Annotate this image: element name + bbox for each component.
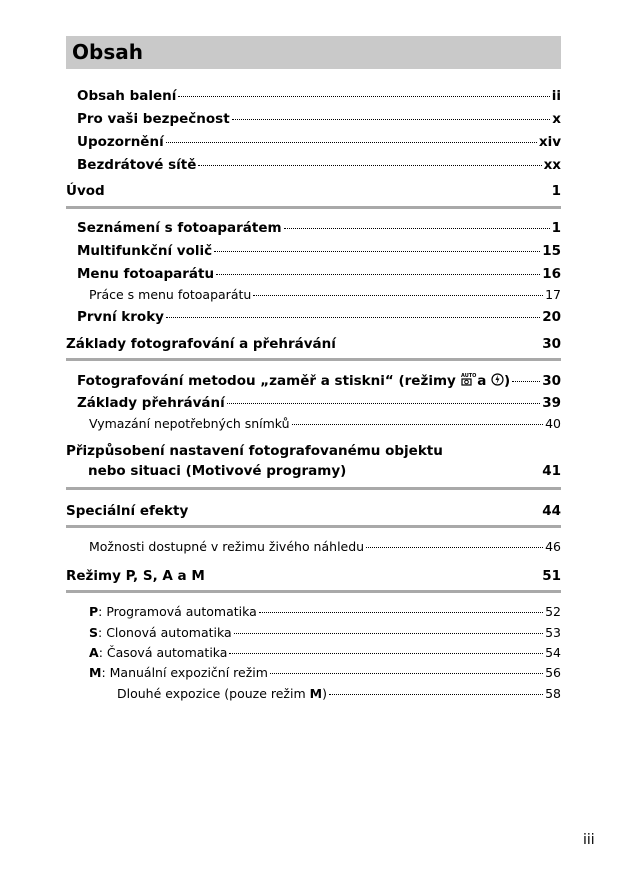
toc-entry-label: Vymazání nepotřebných snímků — [89, 416, 290, 431]
toc-entry-label: První kroky — [77, 309, 164, 325]
toc-entry-label: Možnosti dostupné v režimu živého náhledu — [89, 539, 365, 554]
chapter-page: 44 — [542, 503, 561, 519]
toc-subentry[interactable] — [89, 287, 561, 302]
mode-letter: S — [89, 625, 99, 640]
chapter-divider — [66, 487, 561, 490]
toc-entry-label-prefix: Fotografování metodou „zaměř a stiskni“ (režimy — [77, 373, 456, 389]
chapter-page: 51 — [542, 568, 561, 584]
leader-dots — [214, 251, 540, 252]
chapter-divider — [66, 525, 561, 528]
leader-dots — [178, 96, 549, 97]
toc-entry-label: Seznámení s fotoaparátem — [77, 220, 282, 236]
toc-entry-page: 58 — [545, 686, 561, 701]
toc-subentry[interactable] — [89, 645, 561, 660]
toc-subentry[interactable] — [89, 416, 561, 431]
toc-entry-label: Základy přehrávání — [77, 395, 225, 411]
chapter-divider — [66, 358, 561, 361]
mode-label: : Manuální expoziční režim — [101, 665, 268, 680]
toc-entry-page: 39 — [542, 395, 561, 411]
chapter-heading-specialni[interactable] — [66, 503, 561, 519]
toc-entry-page: 56 — [545, 665, 561, 680]
chapter-title: Úvod — [66, 183, 105, 199]
chapter-heading-prizpusobeni[interactable] — [66, 441, 561, 481]
toc-entry-label — [77, 372, 510, 389]
toc-subentry[interactable] — [89, 539, 561, 554]
leader-dots — [198, 165, 541, 166]
toc-entry-label-suffix: ) — [504, 373, 511, 389]
mode-letter: A — [89, 645, 99, 660]
sub-suffix: ) — [322, 686, 327, 701]
toc-subentry[interactable] — [89, 625, 561, 640]
leader-dots — [329, 694, 543, 695]
leader-dots — [366, 547, 543, 548]
toc-entry-label: Obsah balení — [77, 88, 177, 104]
toc-entry-page: 16 — [542, 266, 561, 282]
toc-entry-label: Upozornění — [77, 134, 164, 150]
toc-entry-page: 40 — [545, 416, 561, 431]
auto-mode-icon — [460, 372, 476, 388]
chapter-page: 30 — [542, 336, 561, 352]
leader-dots — [512, 381, 540, 382]
toc-subentry[interactable] — [117, 686, 561, 701]
toc-entry-label — [117, 686, 327, 701]
toc-entry-label — [89, 604, 257, 619]
leader-dots — [292, 424, 544, 425]
toc-entry-page: 54 — [545, 645, 561, 660]
toc-entry-page: 53 — [545, 625, 561, 640]
toc-entry-page: 30 — [542, 373, 561, 389]
leader-dots — [253, 295, 543, 296]
leader-dots — [232, 119, 551, 120]
toc-entry-label — [89, 645, 227, 660]
leader-dots — [166, 317, 540, 318]
leader-dots — [227, 403, 540, 404]
chapter-heading-uvod[interactable] — [66, 183, 561, 199]
mode-letter: M — [309, 686, 323, 701]
toc-entry-page: xiv — [538, 134, 561, 150]
chapter-title: Režimy P, S, A a M — [66, 568, 205, 584]
chapter-title: Speciální efekty — [66, 503, 189, 519]
toc-entry-page: 17 — [545, 287, 561, 302]
toc-entry-label: Pro vaši bezpečnost — [77, 111, 230, 127]
toc-entry-label — [89, 665, 268, 680]
auto-icon-text: AUTO — [460, 373, 476, 379]
toc-entry[interactable] — [77, 111, 561, 127]
page-title: Obsah — [66, 36, 561, 69]
toc-entry-label: Bezdrátové sítě — [77, 157, 197, 173]
chapter-title — [66, 441, 443, 481]
leader-dots — [229, 653, 543, 654]
chapter-page: 1 — [551, 183, 561, 199]
chapter-title: Základy fotografování a přehrávání — [66, 336, 336, 352]
toc-entry-page: 52 — [545, 604, 561, 619]
toc-entry[interactable] — [77, 220, 561, 236]
mode-label: : Časová automatika — [98, 645, 228, 660]
toc-entry-page: 46 — [545, 539, 561, 554]
toc-entry-label: Menu fotoaparátu — [77, 266, 215, 282]
leader-dots — [259, 612, 543, 613]
toc-entry[interactable] — [77, 157, 561, 173]
chapter-heading-zaklady[interactable] — [66, 336, 561, 352]
no-flash-mode-icon — [491, 373, 504, 388]
toc-entry[interactable] — [77, 243, 561, 259]
toc-entry-page: 1 — [551, 220, 561, 236]
toc-entry-label: Práce s menu fotoaparátu — [89, 287, 252, 302]
toc-subentry[interactable] — [89, 665, 561, 680]
toc-entry-label-and: a — [477, 373, 487, 389]
toc-entry-page: x — [552, 111, 561, 127]
toc-entry[interactable] — [77, 309, 561, 325]
mode-label: : Clonová automatika — [98, 625, 232, 640]
toc-entry-page: ii — [551, 88, 561, 104]
leader-dots — [284, 228, 550, 229]
sub-label: Dlouhé expozice (pouze režim — [117, 686, 306, 701]
page-number: iii — [583, 832, 595, 848]
chapter-divider — [66, 206, 561, 209]
mode-letter: P — [89, 604, 99, 619]
toc-entry[interactable] — [77, 266, 561, 282]
leader-dots — [216, 274, 540, 275]
leader-dots — [270, 673, 543, 674]
toc-entry-label — [89, 625, 232, 640]
mode-label: : Programová automatika — [98, 604, 257, 619]
toc-entry-page: 15 — [542, 243, 561, 259]
toc-entry[interactable] — [77, 134, 561, 150]
mode-letter: M — [89, 665, 102, 680]
toc-subentry[interactable] — [89, 604, 561, 619]
toc-entry-page: 20 — [542, 309, 561, 325]
chapter-page: 41 — [542, 463, 561, 479]
toc-entry[interactable] — [77, 395, 561, 411]
leader-dots — [234, 633, 543, 634]
toc-entry[interactable] — [77, 372, 561, 389]
toc-entry[interactable] — [77, 88, 561, 104]
leader-dots — [166, 142, 537, 143]
chapter-title-line2: nebo situaci (Motivové programy) — [88, 463, 347, 479]
chapter-heading-rezimy[interactable] — [66, 568, 561, 584]
toc-entry-page: xx — [543, 157, 561, 173]
chapter-title-line1: Přizpůsobení nastavení fotografovanému objektu — [66, 443, 443, 459]
chapter-divider — [66, 590, 561, 593]
toc-entry-label: Multifunkční volič — [77, 243, 213, 259]
